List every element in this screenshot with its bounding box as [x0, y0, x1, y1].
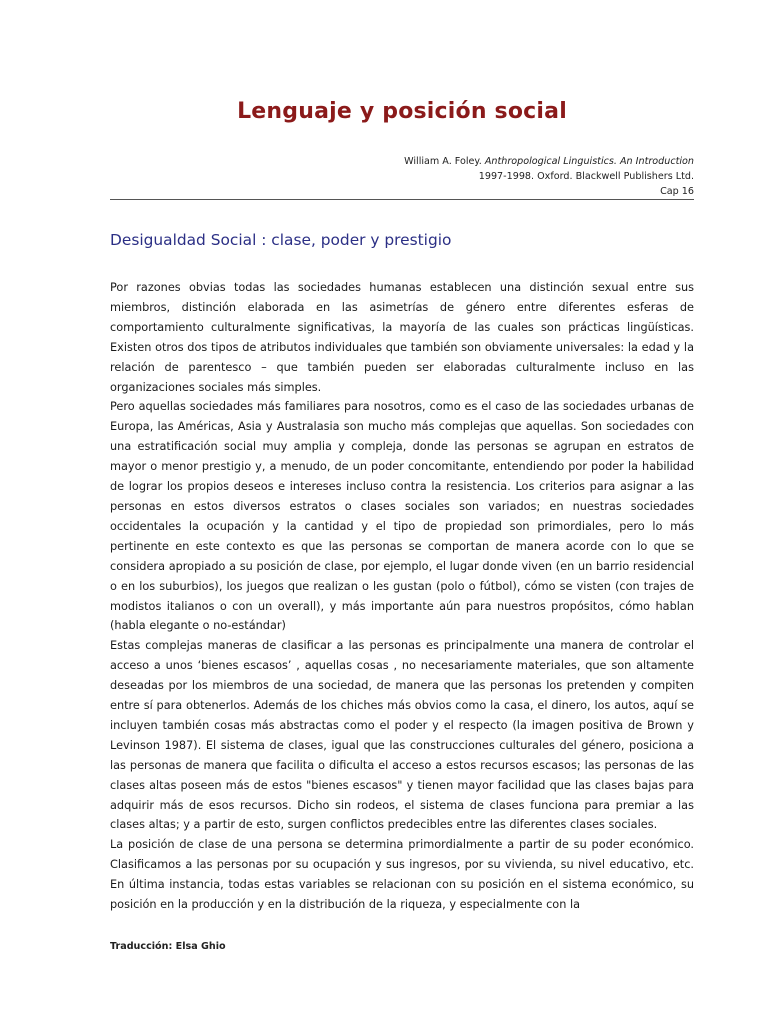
- citation-publication: 1997-1998. Oxford. Blackwell Publishers Ltd.: [478, 171, 694, 182]
- citation-block: [404, 154, 694, 199]
- citation-book-title: Anthropological Linguistics. An Introduction: [484, 156, 694, 167]
- citation-chapter: Cap 16: [660, 186, 694, 197]
- paragraph: Por razones obvias todas las sociedades humanas establecen una distinción sexual entre sus miembros, distinción elaborada en las asimetrías de género entre diferentes esferas de comportamiento culturalmente significativas, la mayoría de las cuales son prácticas lingüísticas. Existen otros dos tipos de atributos individuales que también son obviamente universales: la edad y la relación de parentesco – que también pueden ser elaboradas culturalmente incluso en las organizaciones sociales más simples.: [110, 281, 694, 394]
- divider-rule: [110, 199, 694, 200]
- citation-author: William A. Foley.: [404, 156, 482, 167]
- page-title: Lenguaje y posición social: [237, 99, 567, 124]
- translator-credit: Traducción: Elsa Ghio: [110, 941, 226, 952]
- paragraph: Pero aquellas sociedades más familiares para nosotros, como es el caso de las sociedades urbanas de Europa, las Américas, Asia y Australasia son mucho más complejas que aquellas. Son sociedades con una estratificación social muy amplia y compleja, donde las personas se agrupan en estratos de mayor o menor prestigio y, a menudo, de un poder concomitante, entendiendo por poder la habilidad de lograr los propios deseos e intereses incluso contra la resistencia. Los criterios para asignar a las personas en estos diversos estratos o clases sociales son variados; en nuestras sociedades occidentales la ocupación y la cantidad y el tipo de propiedad son primordiales, pero lo más pertinente en este contexto es que las personas se comportan de manera acorde con lo que se considera apropiado a su posición de clase, por ejemplo, el lugar donde viven (en un barrio residencial o en los suburbios), los juegos que realizan o les gustan (polo o fútbol), cómo se visten (con trajes de modistos italianos o con un overall), y más importante aún para nuestros propósitos, cómo hablan (habla elegante o no-estándar): [110, 400, 694, 633]
- document-page: [110, 0, 694, 1024]
- body-text: [110, 278, 694, 915]
- paragraph: La posición de clase de una persona se determina primordialmente a partir de su poder económico. Clasificamos a las personas por su ocupación y sus ingresos, por su vivienda, su nivel educativo, etc. En última instancia, todas estas variables se relacionan con su posición en el sistema económico, su posición en la producción y en la distribución de la riqueza, y especialmente con la: [110, 838, 694, 912]
- paragraph: Estas complejas maneras de clasificar a las personas es principalmente una manera de controlar el acceso a unos ‘bienes escasos’ , aquellas cosas , no necesariamente materiales, que son altamente deseadas por los miembros de una sociedad, de manera que las personas los pretenden y compiten entre sí para obtenerlos. Además de los chiches más obvios como la casa, el dinero, los autos, aquí se incluyen también cosas más abstractas como el poder y el respecto (la imagen positiva de Brown y Levinson 1987). El sistema de clases, igual que las construcciones culturales del género, posiciona a las personas de manera que facilita o dificulta el acceso a estos recursos escasos; las personas de las clases altas poseen más de estos "bienes escasos" y tienen mayor facilidad que las clases bajas para adquirir más de esos recursos. Dicho sin rodeos, el sistema de clases funciona para premiar a las clases altas; y a partir de esto, surgen conflictos predecibles entre las diferentes clases sociales.: [110, 639, 694, 832]
- citation-author-line: [404, 154, 694, 169]
- section-heading: Desigualdad Social : clase, poder y prestigio: [110, 231, 452, 249]
